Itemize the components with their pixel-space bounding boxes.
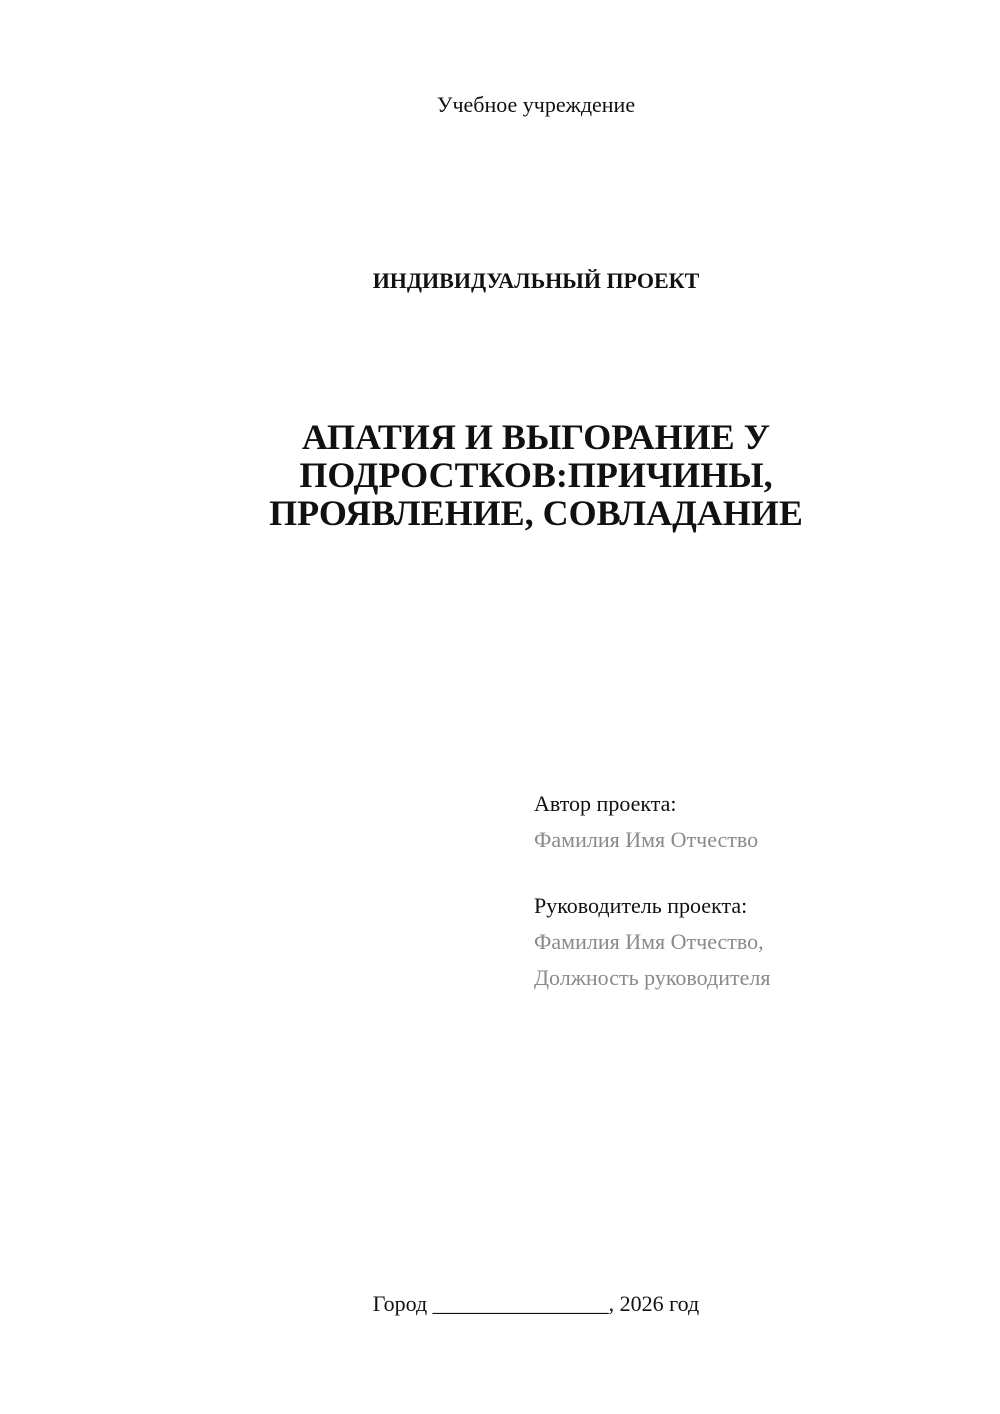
credits-spacer (534, 858, 954, 888)
supervisor-name: Фамилия Имя Отчество, (534, 929, 764, 954)
author-label: Автор проекта: (534, 791, 677, 816)
project-title-line: ПРОЯВЛЕНИЕ, СОВЛАДАНИЕ (269, 493, 803, 533)
credits-block (534, 786, 954, 996)
project-title (0, 418, 1000, 532)
project-title-line: ПОДРОСТКОВ:ПРИЧИНЫ, (299, 455, 773, 495)
city-year-footer: Город ________________, 2026 год (372, 1291, 700, 1316)
author-name: Фамилия Имя Отчество (534, 827, 759, 852)
supervisor-position: Должность руководителя (534, 965, 771, 990)
supervisor-label: Руководитель проекта: (534, 893, 748, 918)
project-title-line: АПАТИЯ И ВЫГОРАНИЕ У (301, 417, 771, 457)
institution-name: Учебное учреждение (436, 92, 636, 117)
project-type-heading: ИНДИВИДУАЛЬНЫЙ ПРОЕКТ (372, 268, 700, 293)
